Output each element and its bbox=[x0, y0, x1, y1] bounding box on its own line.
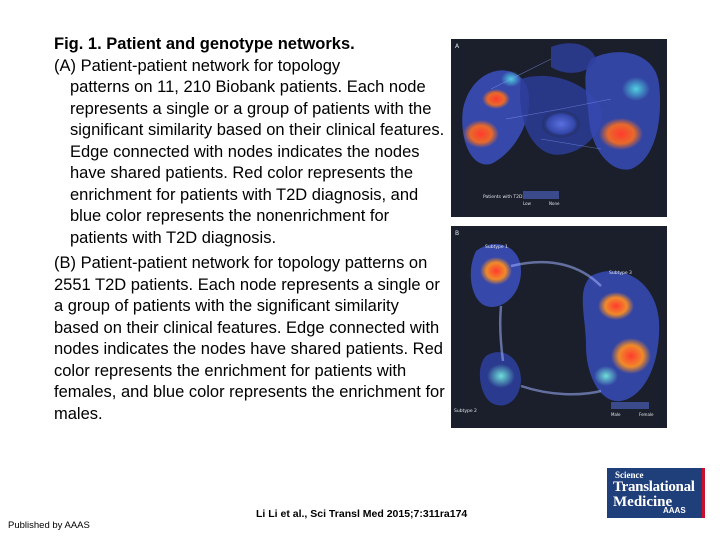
citation: Li Li et al., Sci Transl Med 2015;7:311ra174 bbox=[256, 508, 468, 520]
caption-title: Fig. 1. Patient and genotype networks. bbox=[54, 35, 355, 53]
panel-a-legend-high: None bbox=[549, 201, 560, 206]
logo-line1: Science bbox=[615, 470, 644, 480]
panel-a-legend-low: Low bbox=[523, 201, 531, 206]
panel-b-legend-low: Male bbox=[611, 412, 621, 417]
panel-b-subtype2: Subtype 2 bbox=[454, 409, 477, 414]
caption-panel-b: (B) Patient-patient network for topology patterns on 2551 T2D patients. Each node represents a single or a group of patients with the significant similarity based on their clinical features. Edge connected with nodes indicates the nodes have shared patients. Red color represents the enrichment for patients with females, and blue color represents the enrichment for males. bbox=[54, 254, 445, 423]
panel-b-subtype3: Subtype 3 bbox=[609, 271, 632, 276]
panel-a-letter: A bbox=[455, 43, 460, 50]
figure-caption bbox=[54, 34, 446, 425]
journal-logo bbox=[607, 468, 705, 518]
logo-aaas: AAAS bbox=[663, 506, 686, 515]
panel-b-letter: B bbox=[455, 230, 460, 237]
caption-a-first-line: (A) Patient-patient network for topology bbox=[54, 56, 341, 75]
panel-a-network-image bbox=[451, 39, 667, 217]
panel-b-network-image bbox=[451, 226, 667, 428]
panel-b-legend-bar bbox=[611, 402, 649, 409]
panel-a-blob-right bbox=[585, 52, 660, 170]
panel-b-legend-high: Female bbox=[639, 412, 654, 417]
panel-a-legend-label: Patients with T2D bbox=[483, 195, 523, 200]
logo-line2: Translational bbox=[613, 479, 695, 495]
panel-b-blob-right bbox=[583, 271, 659, 401]
caption-a-body: patterns on 11, 210 Biobank patients. Each node represents a single or a group of patients with the significant similarity based on their clinical features. Edge connected with nodes indicates the nodes have shared patients. Red color represents the enrichment for patients with T2D diagnosis, and blue color represents the nonenrichment for patients with T2D diagnosis. bbox=[70, 78, 445, 247]
panel-a-legend-bar bbox=[523, 191, 559, 199]
logo-line3: Medicine bbox=[613, 494, 673, 510]
panel-a-blob-left bbox=[462, 70, 529, 164]
panel-b-subtype1: Subtype 1 bbox=[485, 245, 508, 250]
caption-panel-a bbox=[54, 56, 446, 250]
published-by: Published by AAAS bbox=[8, 520, 90, 531]
